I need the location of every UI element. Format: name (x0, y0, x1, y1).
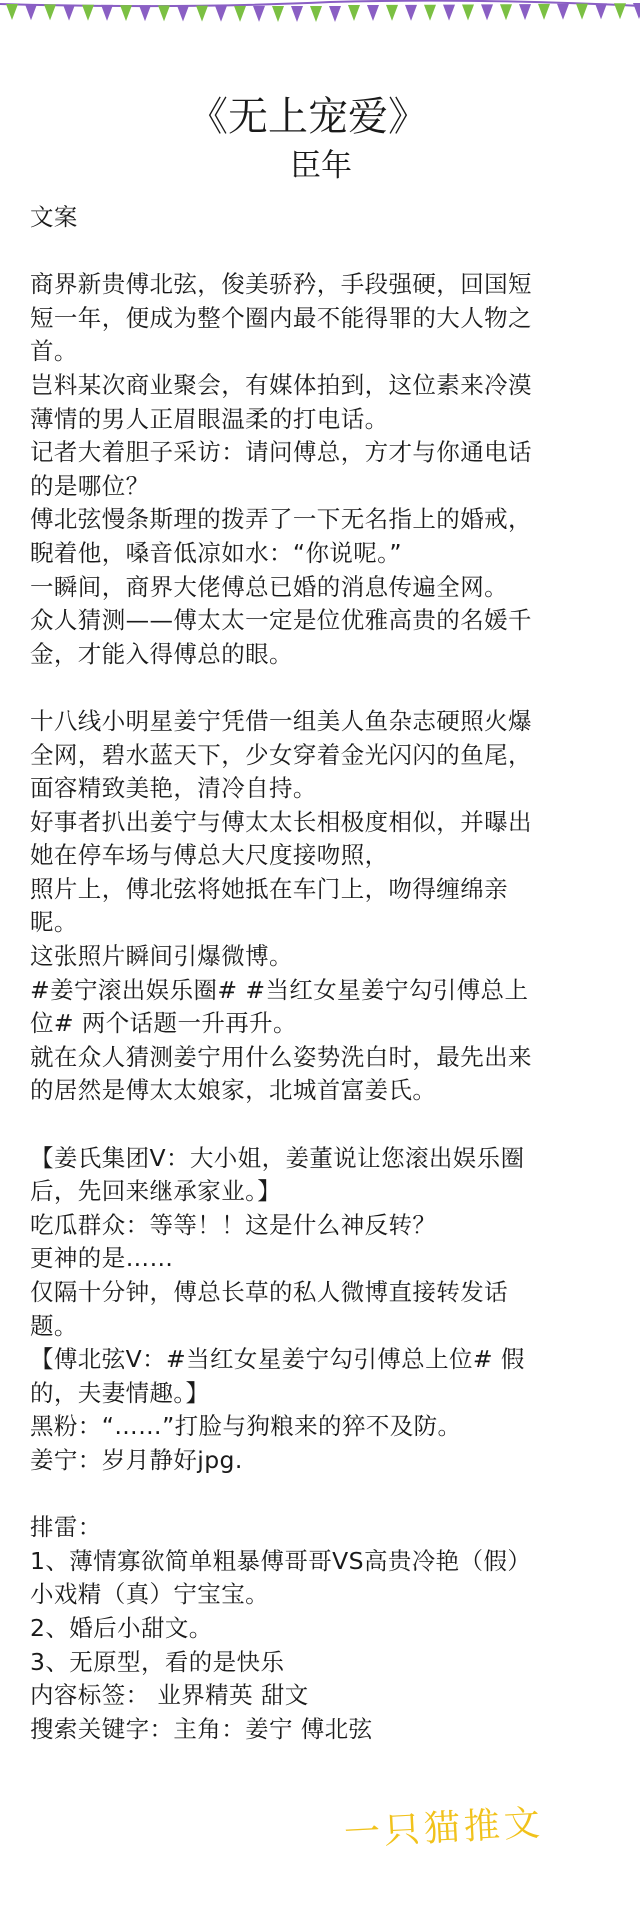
text-line: 照片上，傅北弦将她抵在车门上，吻得缠绵亲 (30, 874, 508, 903)
bunting-flag (386, 5, 398, 21)
text-line: 这张照片瞬间引爆微博。 (30, 942, 293, 971)
bunting-flag (576, 4, 588, 20)
text-line: 姜宁：岁月静好jpg. (30, 1445, 243, 1474)
text-line: 首。 (30, 337, 78, 366)
text-line: 吃瓜群众：等等！！这是什么神反转？ (30, 1210, 437, 1239)
text-line: 内容标签： 业界精英 甜文 (30, 1681, 309, 1710)
text-line: 的，夫妻情趣。】 (30, 1378, 210, 1407)
text-line: #姜宁滚出娱乐圈# #当红女星姜宁勾引傅总上 (30, 975, 529, 1004)
text-line: 【姜氏集团V：大小姐，姜董说让您滚出娱乐圈 (30, 1143, 525, 1172)
bunting-flag (291, 6, 303, 22)
bunting-flag (25, 4, 37, 20)
bunting-flag (538, 4, 550, 20)
blank-line (30, 1478, 618, 1512)
bunting-flag (633, 3, 640, 19)
text-line: 小戏精（真）宁宝宝。 (30, 1580, 269, 1609)
synopsis-text (30, 201, 618, 1746)
bunting-flag (215, 6, 227, 22)
bunting-flag (253, 6, 265, 22)
text-line: 的是哪位？ (30, 471, 150, 500)
text-line: 短一年，便成为整个圈内最不能得罪的大人物之 (30, 303, 532, 332)
bunting-flag (272, 6, 284, 22)
text-line: 黑粉：“……”打脸与狗粮来的猝不及防。 (30, 1412, 462, 1441)
bunting-flag (557, 4, 569, 20)
bunting-flag (6, 4, 18, 20)
text-line: 十八线小明星姜宁凭借一组美人鱼杂志硬照火爆 (30, 706, 532, 735)
text-line: 的居然是傅太太娘家，北城首富姜氏。 (30, 1076, 437, 1105)
blank-line (30, 671, 618, 705)
bunting-flag (443, 5, 455, 21)
bunting-flag (196, 6, 208, 22)
bunting-flag (595, 3, 607, 19)
text-line: 位# 两个话题一升再升。 (30, 1009, 297, 1038)
text-line: 就在众人猜测姜宁用什么姿势洗白时，最先出来 (30, 1042, 532, 1071)
bunting-flag (234, 6, 246, 22)
bunting-flag (139, 5, 151, 21)
text-line: 题。 (30, 1311, 78, 1340)
text-line: 好事者扒出姜宁与傅太太长相极度相似，并曝出 (30, 807, 532, 836)
blank-line (30, 1108, 618, 1142)
bunting-flag (614, 3, 626, 19)
author-name: 臣年 (290, 148, 352, 184)
section-heading: 文案 (30, 203, 78, 231)
signature-watermark: 一只猫推文 (343, 1802, 545, 1855)
bunting-flag (101, 5, 113, 21)
text-line: 3、无原型，看的是快乐 (30, 1647, 285, 1676)
text-line: 她在停车场与傅总大尺度接吻照， (30, 841, 389, 870)
text-line: 1、薄情寡欲简单粗暴傅哥哥VS高贵冷艳（假） (30, 1546, 532, 1575)
text-line: 仅隔十分钟，傅总长草的私人微博直接转发话 (30, 1278, 508, 1306)
bunting-flag (367, 5, 379, 21)
text-line: 众人猜测——傅太太一定是位优雅高贵的名媛千 (30, 606, 532, 635)
bunting-flag (348, 5, 360, 21)
bunting-flag (177, 6, 189, 22)
text-line: 商界新贵傅北弦，俊美骄矜，手段强硬，回国短 (30, 270, 532, 299)
bunting-flag (481, 4, 493, 20)
text-line: 2、婚后小甜文。 (30, 1613, 213, 1642)
text-line: 薄情的男人正眉眼温柔的打电话。 (30, 404, 389, 433)
blank-line (30, 235, 618, 269)
bunting-flag (310, 6, 322, 22)
text-line: 【傅北弦V：#当红女星姜宁勾引傅总上位# 假 (30, 1345, 525, 1374)
bunting-flag (44, 4, 56, 20)
text-line: 一瞬间，商界大佬傅总已婚的消息传遍全网。 (30, 572, 508, 601)
bunting-flag (82, 5, 94, 21)
bunting-flag (405, 5, 417, 21)
text-line: 排雷： (30, 1513, 102, 1542)
bunting-flag (462, 5, 474, 21)
text-line: 记者大着胆子采访：请问傅总，方才与你通电话 (30, 438, 532, 467)
text-line: 昵。 (30, 908, 78, 937)
bunting-flag (329, 6, 341, 22)
bunting-flag (500, 4, 512, 20)
text-line: 更神的是…… (30, 1244, 174, 1273)
text-line: 岂料某次商业聚会，有媒体拍到，这位素来冷漠 (30, 370, 532, 399)
bunting-decoration (0, 0, 640, 34)
text-line: 金，才能入得傅总的眼。 (30, 639, 293, 668)
bunting-flag (120, 5, 132, 21)
text-line: 睨着他，嗓音低凉如水：“你说呢。” (30, 538, 402, 567)
bunting-flag (424, 5, 436, 21)
text-line: 全网，碧水蓝天下，少女穿着金光闪闪的鱼尾， (30, 740, 532, 769)
book-title: 《无上宠爱》 (188, 94, 428, 140)
text-line: 后，先回来继承家业。】 (30, 1177, 282, 1206)
text-line: 面容精致美艳，清冷自持。 (30, 774, 317, 803)
bunting-flag (158, 5, 170, 21)
text-line: 搜索关键字：主角：姜宁 傅北弦 (30, 1714, 373, 1743)
text-line: 傅北弦慢条斯理的拨弄了一下无名指上的婚戒， (30, 505, 532, 534)
bunting-flag (519, 4, 531, 20)
bunting-flag (63, 5, 75, 21)
